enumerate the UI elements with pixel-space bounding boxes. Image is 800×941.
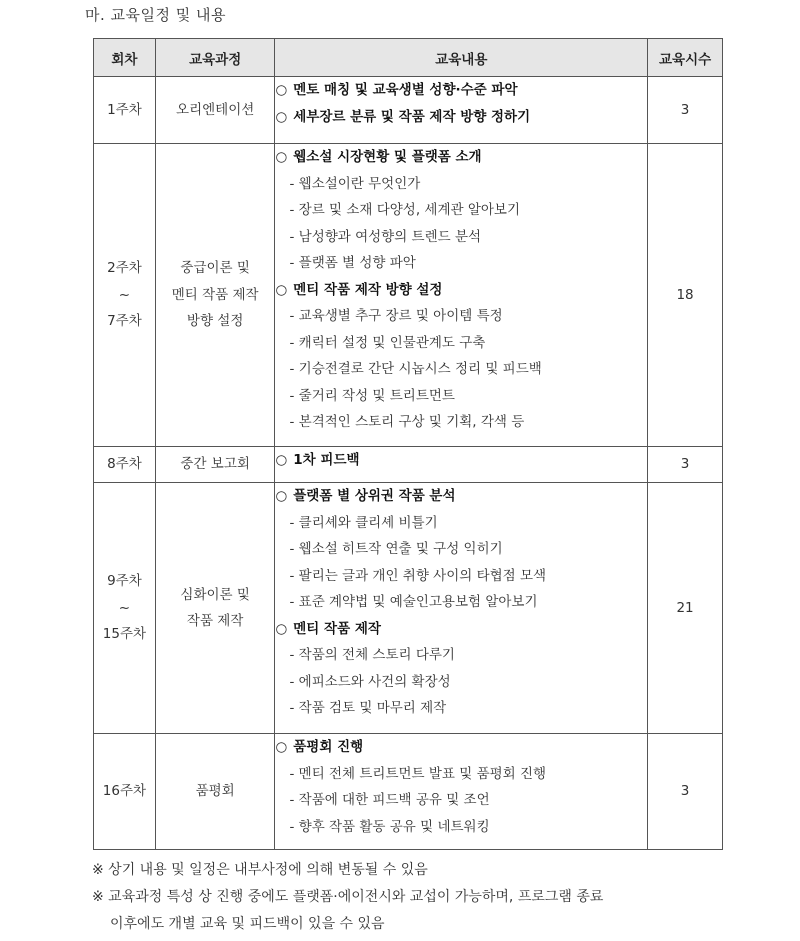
content-heading-text: 1차 피드백 — [293, 452, 360, 468]
circle-bullet-icon: ○ — [275, 620, 288, 637]
content-subitem: - 줄거리 작성 및 트리트먼트 — [289, 387, 455, 404]
table-row — [94, 447, 723, 483]
session-cell-line: 7주차 — [107, 313, 142, 330]
header-content: 교육내용 — [275, 39, 648, 77]
content-heading — [275, 77, 647, 104]
content-subitem: - 플랫폼 별 성향 파악 — [289, 255, 416, 271]
content-heading-text: 품평회 진행 — [293, 739, 364, 755]
table-row — [94, 144, 723, 447]
course-cell — [155, 144, 275, 447]
content-cell — [275, 77, 648, 144]
content-subitem: - 멘티 전체 트리트먼트 발표 및 품평회 진행 — [289, 765, 547, 782]
content-heading — [275, 277, 647, 304]
circle-bullet-icon: ○ — [275, 149, 288, 165]
content-cell — [275, 144, 648, 447]
content-heading-text: 멘티 작품 제작 방향 설정 — [293, 281, 443, 298]
content-heading-text: 웹소설 시장현황 및 플랫폼 소개 — [293, 149, 482, 165]
table-row — [94, 734, 723, 850]
content-heading-text: 플랫폼 별 상위권 작품 분석 — [293, 488, 456, 504]
content-subitem: - 작품의 전체 스토리 다루기 — [289, 647, 455, 663]
content-cell — [275, 483, 648, 734]
session-cell-line: 9주차 — [107, 573, 142, 590]
note-item: ※ 교육과정 특성 상 진행 중에도 플랫폼·에이전시와 교섭이 가능하며, 프로그램 종료 — [92, 889, 604, 905]
content-subitem: - 웹소설 히트작 연출 및 구성 익히기 — [289, 541, 503, 557]
course-cell-line: 심화이론 및 — [180, 586, 250, 603]
content-heading — [275, 144, 647, 171]
content-subitem: - 캐릭터 설정 및 인물관계도 구축 — [289, 334, 486, 351]
circle-bullet-icon: ○ — [275, 452, 288, 468]
schedule-table — [93, 38, 723, 850]
session-cell — [94, 447, 156, 483]
session-cell — [94, 734, 156, 850]
content-subitem: - 에피소드와 사건의 확장성 — [289, 673, 451, 690]
section-title: 마. 교육일정 및 내용 — [85, 6, 226, 24]
content-subitem: - 팔리는 글과 개인 취향 사이의 타협점 모색 — [289, 567, 547, 584]
course-cell — [155, 447, 275, 483]
table-header-row — [94, 39, 723, 77]
content-subitem: - 기승전결로 간단 시놉시스 정리 및 피드백 — [289, 361, 542, 377]
hours-cell: 3 — [648, 734, 723, 850]
circle-bullet-icon: ○ — [275, 108, 288, 125]
session-cell-line: 2주차 — [107, 260, 142, 277]
note-item-continued: 이후에도 개별 교육 및 피드백이 있을 수 있음 — [110, 916, 385, 932]
content-subitem: - 작품 검토 및 마무리 제작 — [289, 700, 447, 716]
course-cell-line: 멘티 작품 제작 — [171, 286, 259, 303]
session-cell — [94, 144, 156, 447]
content-subitem: - 작품에 대한 피드백 공유 및 조언 — [289, 792, 490, 808]
course-cell-line: 작품 제작 — [186, 613, 244, 629]
note-item: ※ 상기 내용 및 일정은 내부사정에 의해 변동될 수 있음 — [92, 862, 428, 878]
session-cell — [94, 483, 156, 734]
session-cell-line: 16주차 — [102, 783, 147, 800]
table-row — [94, 77, 723, 144]
course-cell-line: 중간 보고회 — [180, 456, 250, 473]
session-cell-line: ~ — [118, 286, 131, 303]
session-cell-line: 1주차 — [107, 101, 142, 118]
hours-cell: 21 — [648, 483, 723, 734]
content-subitem: - 남성향과 여성향의 트렌드 분석 — [289, 228, 482, 245]
content-heading-text: 멘티 작품 제작 — [293, 620, 381, 637]
hours-cell: 3 — [648, 77, 723, 144]
session-cell — [94, 77, 156, 144]
content-heading — [275, 734, 647, 761]
hours-cell: 3 — [648, 447, 723, 483]
course-cell — [155, 483, 275, 734]
content-heading-text: 세부장르 분류 및 작품 제작 방향 정하기 — [293, 108, 531, 125]
course-cell — [155, 734, 275, 850]
hours-cell: 18 — [648, 144, 723, 447]
circle-bullet-icon: ○ — [275, 281, 288, 298]
content-subitem: - 웹소설이란 무엇인가 — [289, 175, 421, 192]
header-course: 교육과정 — [155, 39, 275, 77]
content-heading — [275, 616, 647, 643]
notes — [92, 857, 603, 938]
course-cell — [155, 77, 275, 144]
content-subitem: - 향후 작품 활동 공유 및 네트워킹 — [289, 818, 490, 835]
content-subitem: - 클리셰와 클리셰 비틀기 — [289, 514, 438, 531]
content-subitem: - 장르 및 소재 다양성, 세계관 알아보기 — [289, 202, 521, 218]
content-subitem: - 교육생별 추구 장르 및 아이템 특정 — [289, 308, 503, 324]
table-row — [94, 483, 723, 734]
course-cell-line: 품평회 — [195, 783, 235, 800]
circle-bullet-icon: ○ — [275, 82, 288, 98]
session-cell-line: 15주차 — [102, 626, 147, 643]
circle-bullet-icon: ○ — [275, 739, 288, 755]
course-cell-line: 중급이론 및 — [180, 260, 250, 277]
session-cell-line: ~ — [118, 599, 131, 616]
content-heading — [275, 447, 647, 474]
course-cell-line: 오리엔테이션 — [176, 101, 255, 118]
content-subitem: - 본격적인 스토리 구상 및 기획, 각색 등 — [289, 414, 525, 430]
content-cell — [275, 734, 648, 850]
content-cell — [275, 447, 648, 483]
content-subitem: - 표준 계약법 및 예술인고용보험 알아보기 — [289, 594, 538, 610]
header-session: 회차 — [94, 39, 156, 77]
session-cell-line: 8주차 — [107, 456, 142, 473]
content-heading — [275, 104, 647, 131]
circle-bullet-icon: ○ — [275, 488, 288, 504]
header-hours: 교육시수 — [648, 39, 723, 77]
content-heading-text: 멘토 매칭 및 교육생별 성향·수준 파악 — [293, 82, 518, 98]
course-cell-line: 방향 설정 — [186, 313, 244, 330]
content-heading — [275, 483, 647, 510]
